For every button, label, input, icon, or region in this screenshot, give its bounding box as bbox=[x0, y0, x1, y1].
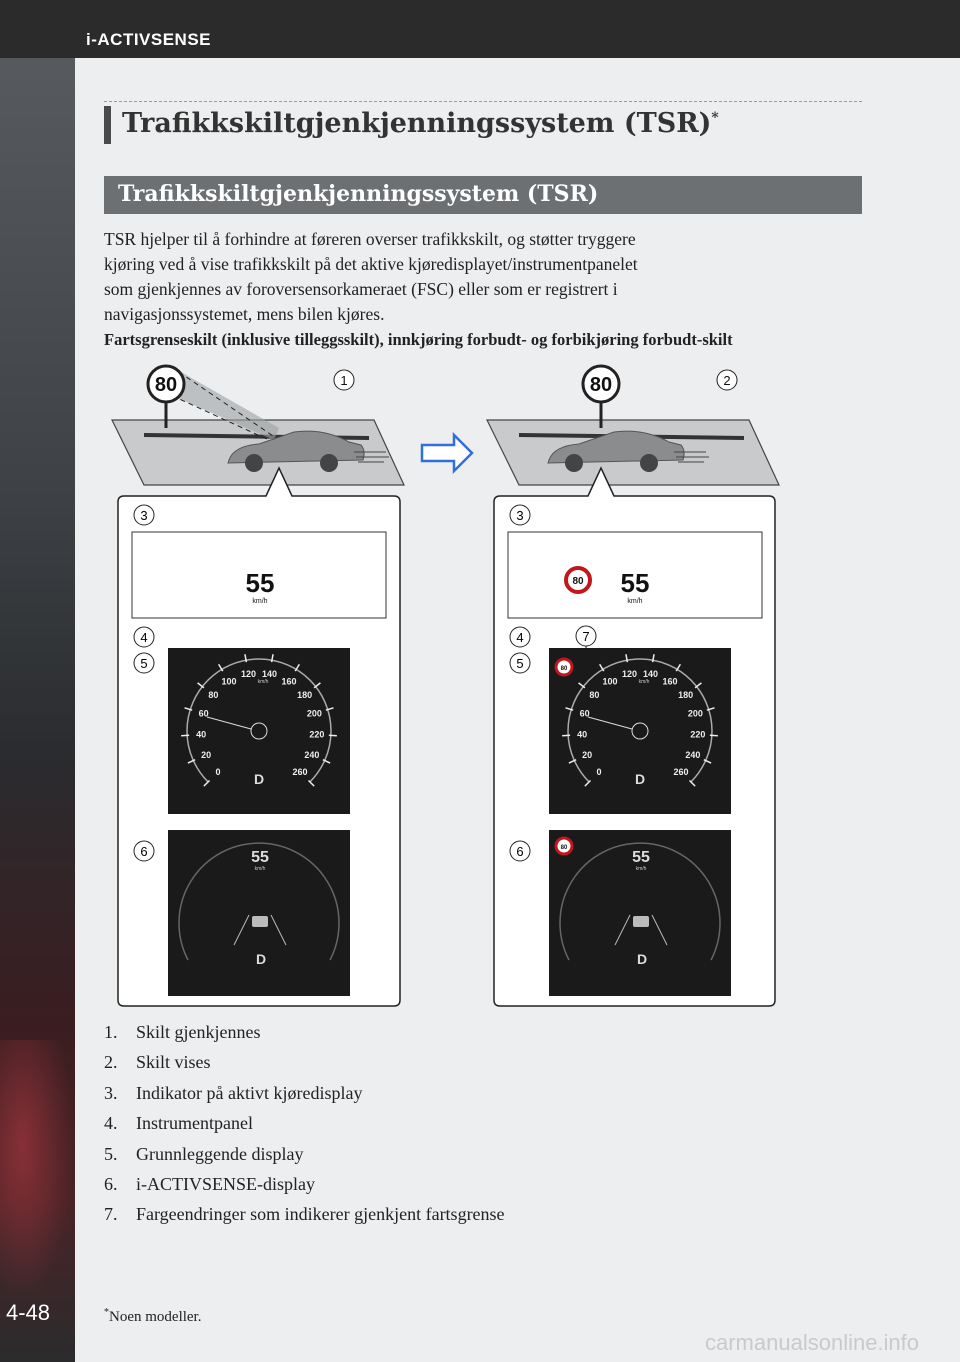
gauge-label: 160 bbox=[281, 676, 297, 687]
gear-indicator: D bbox=[253, 771, 265, 787]
speed-value: 55 bbox=[632, 849, 650, 866]
gauge-label: 200 bbox=[306, 708, 322, 719]
main-heading-text: Trafikkskiltgjenkjenningssystem (TSR) bbox=[122, 108, 712, 139]
gauge-label: 100 bbox=[602, 676, 618, 687]
intro-line: kjøring ved å vise trafikkskilt på det aktive kjøredisplayet/instrumentpanelet bbox=[104, 254, 638, 274]
callout-7: 7 bbox=[582, 629, 590, 644]
watermark: carmanualsonline.info bbox=[705, 1330, 920, 1355]
callout-4: 4 bbox=[140, 630, 148, 645]
list-item: 3. Indikator på aktivt kjøredisplay bbox=[104, 1082, 363, 1103]
callout-2: 2 bbox=[723, 373, 731, 388]
intro-line: navigasjonssystemet, mens bilen kjøres. bbox=[104, 304, 385, 324]
speed-value: 55 bbox=[251, 849, 269, 866]
gauge-label: 220 bbox=[690, 729, 706, 740]
scene-sign-displayed bbox=[487, 366, 779, 485]
callout-6: 6 bbox=[140, 844, 148, 859]
list-item: 2. Skilt vises bbox=[104, 1052, 211, 1073]
callout-4: 4 bbox=[516, 630, 524, 645]
gauge-label: 200 bbox=[687, 708, 703, 719]
tsr-illustration bbox=[104, 360, 804, 1010]
gauge-label: 160 bbox=[662, 676, 678, 687]
sign-types-heading: Fartsgrenseskilt (inklusive tilleggsskilt), innkjøring forbudt- og forbikjøring forbudt-skilt bbox=[104, 330, 733, 349]
intro-line: som gjenkjennes av foroversensorkameraet (FSC) eller som er registrert i bbox=[104, 279, 618, 299]
speed-unit: km/h bbox=[635, 866, 647, 872]
gauge-label: 40 bbox=[577, 729, 588, 740]
gauge-label: 100 bbox=[221, 676, 237, 687]
gauge-unit: km/h bbox=[638, 679, 650, 685]
gauge-label: 0 bbox=[596, 767, 602, 778]
section-title: i-ACTIVSENSE bbox=[86, 30, 212, 49]
sign-value: 80 bbox=[572, 576, 584, 587]
gauge-label: 260 bbox=[292, 767, 308, 778]
speed-value: 55 bbox=[620, 568, 650, 598]
arrow-icon bbox=[422, 435, 472, 471]
gauge-label: 0 bbox=[215, 767, 221, 778]
sign-value: 80 bbox=[154, 374, 178, 396]
gauge-label: 180 bbox=[678, 690, 694, 701]
gauge-label: 80 bbox=[589, 690, 600, 701]
sign-value: 80 bbox=[560, 666, 568, 672]
sign-value: 80 bbox=[589, 374, 613, 396]
gauge-label: 220 bbox=[309, 729, 325, 740]
list-item: 4. Instrumentpanel bbox=[104, 1113, 253, 1134]
speed-unit: km/h bbox=[627, 598, 643, 605]
page-number: 4-48 bbox=[6, 1300, 51, 1325]
panel-after bbox=[494, 468, 775, 1006]
main-heading bbox=[104, 101, 862, 144]
gauge-label: 120 bbox=[622, 668, 638, 679]
list-item: 1. Skilt gjenkjennes bbox=[104, 1022, 261, 1042]
sub-heading-text: Trafikkskiltgjenkjenningssystem (TSR) bbox=[118, 181, 599, 207]
section-header-bar bbox=[0, 0, 960, 58]
callout-6: 6 bbox=[516, 844, 524, 859]
sub-heading bbox=[104, 176, 862, 214]
gauge-label: 60 bbox=[579, 708, 590, 719]
scene-sign-recognized bbox=[112, 366, 404, 485]
sign-value: 80 bbox=[560, 845, 568, 851]
gauge-label: 20 bbox=[582, 749, 593, 760]
gauge-label: 20 bbox=[201, 749, 212, 760]
speed-value: 55 bbox=[245, 568, 275, 598]
gear-indicator: D bbox=[634, 771, 646, 787]
footnote-mark: * bbox=[711, 110, 719, 126]
gauge-label: 120 bbox=[241, 668, 257, 679]
list-item: 5. Grunnleggende display bbox=[104, 1143, 304, 1164]
side-photo-strip bbox=[0, 0, 75, 1362]
gauge-label: 260 bbox=[673, 767, 689, 778]
gauge-label: 240 bbox=[304, 749, 320, 760]
list-item: 6. i-ACTIVSENSE-display bbox=[104, 1173, 315, 1194]
callout-5: 5 bbox=[140, 656, 148, 671]
speed-unit: km/h bbox=[254, 866, 266, 872]
callout-5: 5 bbox=[516, 656, 524, 671]
gear-indicator: D bbox=[636, 951, 648, 967]
callout-3: 3 bbox=[516, 508, 524, 523]
gauge-label: 40 bbox=[196, 729, 207, 740]
gauge-label: 80 bbox=[208, 690, 219, 701]
gauge-label: 140 bbox=[261, 668, 277, 679]
callout-1: 1 bbox=[340, 373, 348, 388]
gauge-unit: km/h bbox=[257, 679, 269, 685]
gear-indicator: D bbox=[255, 951, 267, 967]
footnote: *Noen modeller. bbox=[104, 1307, 202, 1325]
intro-paragraph bbox=[104, 227, 864, 352]
intro-line: TSR hjelper til å forhindre at føreren overser trafikkskilt, og støtter tryggere bbox=[104, 229, 636, 249]
gauge-label: 60 bbox=[198, 708, 209, 719]
list-item: 7. Fargeendringer som indikerer gjenkjent fartsgrense bbox=[104, 1204, 505, 1225]
speed-unit: km/h bbox=[252, 598, 268, 605]
gauge-label: 140 bbox=[642, 668, 658, 679]
legend-list bbox=[104, 1022, 505, 1235]
panel-before bbox=[118, 468, 400, 1006]
gauge-label: 180 bbox=[297, 690, 313, 701]
callout-3: 3 bbox=[140, 508, 148, 523]
gauge-label: 240 bbox=[685, 749, 701, 760]
